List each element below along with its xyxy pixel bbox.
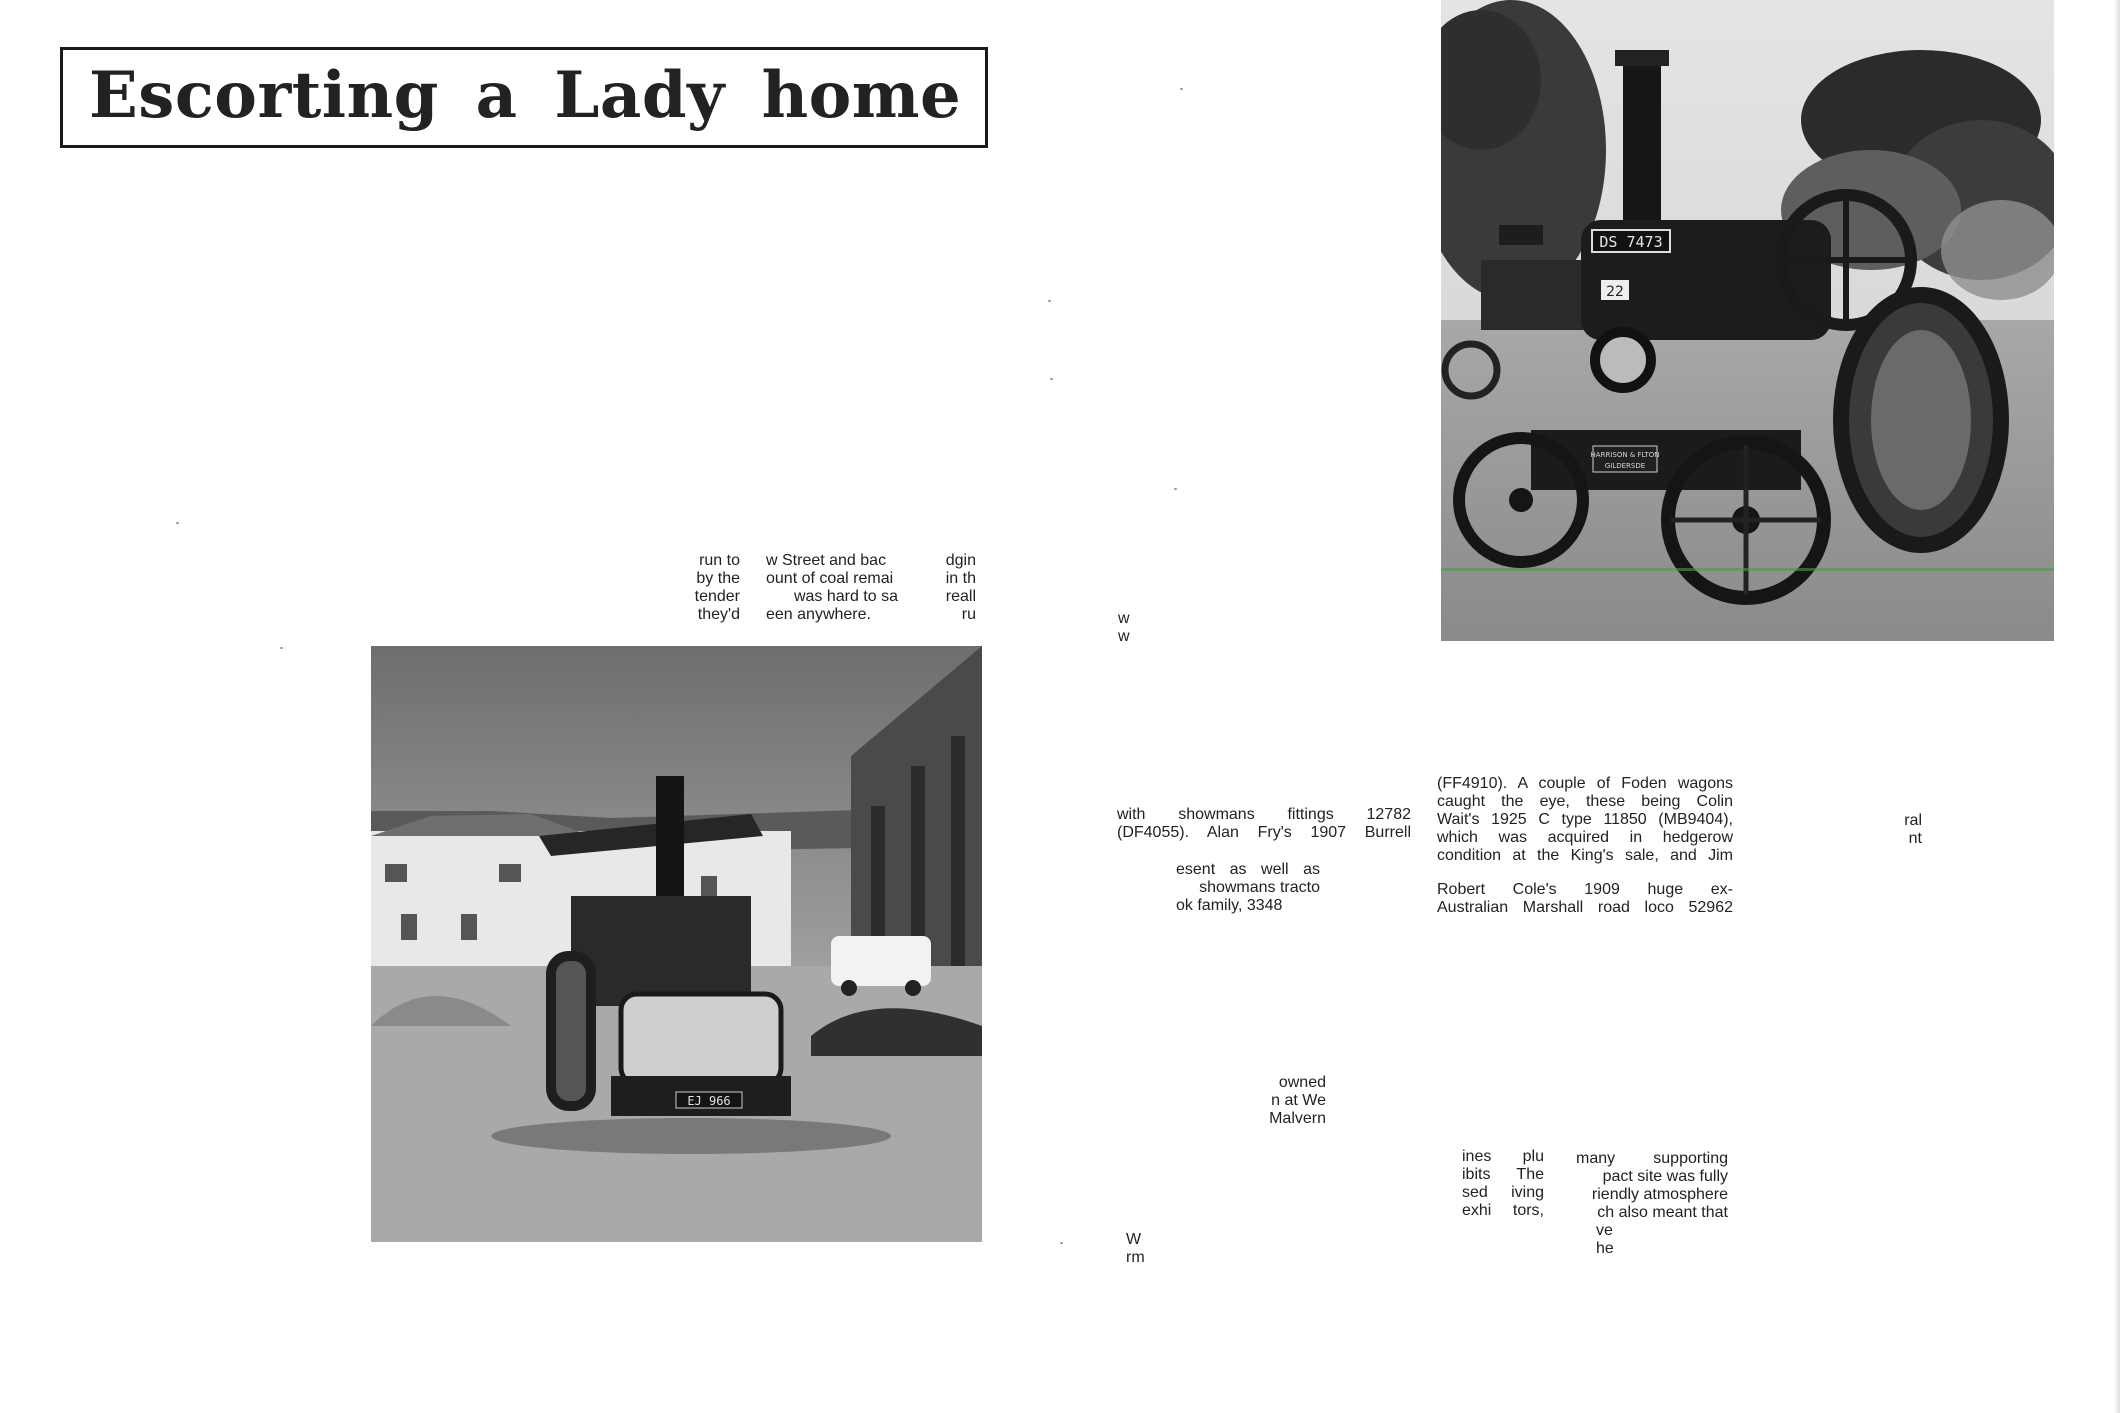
engine-number-plate: 22 xyxy=(1606,284,1624,300)
text-fragment-foden xyxy=(1437,775,1733,865)
text-fragment-many xyxy=(1576,1150,1728,1258)
text-line: with showmans fittings 12782 xyxy=(1117,806,1411,823)
text-line: exhi tors, xyxy=(1462,1202,1544,1219)
maker-plate-line2: GILDERSDE xyxy=(1604,462,1646,470)
traction-engine-illustration xyxy=(1441,0,2054,641)
text-line: pact site was fully xyxy=(1602,1168,1728,1185)
text-line: ibits The xyxy=(1462,1166,1544,1183)
text-line: run to xyxy=(699,552,740,569)
text-line: Australian Marshall road loco 52962 xyxy=(1437,899,1733,916)
text-line: dgin xyxy=(945,552,976,569)
text-line: they'd xyxy=(697,606,740,623)
text-line: was hard to sa xyxy=(793,588,898,605)
text-fragment-showmans xyxy=(1117,806,1411,842)
text-line: ch also meant that xyxy=(1597,1204,1728,1221)
text-fragment-col2 xyxy=(766,552,904,624)
text-line: (DF4055). Alan Fry's 1907 Burrell xyxy=(1117,824,1411,841)
text-line: w xyxy=(1118,610,1130,627)
engine-registration-plate: DS 7473 xyxy=(1599,233,1663,251)
text-line: nt xyxy=(1908,830,1922,847)
text-line: n at We xyxy=(1271,1092,1326,1109)
scan-speck xyxy=(1048,300,1051,302)
text-line: ines plu xyxy=(1462,1148,1544,1165)
text-line: een anywhere. xyxy=(766,606,871,623)
text-line: ru xyxy=(961,606,976,623)
text-line: owned xyxy=(1278,1074,1326,1091)
text-line: by the xyxy=(696,570,740,587)
text-fragment-col3 xyxy=(930,552,976,624)
text-line: esent as well as xyxy=(1176,861,1320,878)
text-line: showmans tracto xyxy=(1199,879,1320,896)
text-line: w xyxy=(1118,628,1130,645)
text-line: Robert Cole's 1909 huge ex- xyxy=(1437,881,1733,898)
text-line: in th xyxy=(945,570,976,587)
text-line: ral xyxy=(1904,812,1922,829)
text-line: Malvern xyxy=(1269,1110,1326,1127)
title-box xyxy=(60,47,988,148)
page-edge-shadow xyxy=(2114,0,2120,1413)
scan-speck xyxy=(176,522,179,524)
roller-registration-plate: EJ 966 xyxy=(687,1094,731,1108)
scan-speck xyxy=(280,647,283,649)
text-line: Wait's 1925 C type 11850 (MB9404), xyxy=(1437,811,1733,828)
text-line: tender xyxy=(694,588,740,605)
text-line: (FF4910). A couple of Foden wagons xyxy=(1437,775,1733,792)
text-fragment-ww xyxy=(1118,610,1138,646)
maker-plate-line1: HARRISON & FLTON xyxy=(1590,451,1660,459)
steam-roller-illustration xyxy=(371,646,982,1242)
scan-speck xyxy=(1174,488,1177,490)
scan-speck xyxy=(1180,88,1183,90)
text-fragment-esent xyxy=(1170,861,1320,915)
text-line: many supporting xyxy=(1576,1150,1728,1167)
text-line: rm xyxy=(1126,1249,1145,1266)
text-line: W xyxy=(1126,1231,1142,1248)
text-fragment-ines xyxy=(1462,1148,1544,1220)
text-line: condition at the King's sale, and Jim xyxy=(1437,847,1733,864)
text-line: ve xyxy=(1596,1222,1613,1239)
article-title: Escorting a Lady home xyxy=(89,58,962,133)
traction-engine-photo xyxy=(1441,0,2054,641)
text-line: w Street and bac xyxy=(766,552,887,569)
scan-speck xyxy=(1050,378,1053,380)
text-fragment-owned xyxy=(1240,1074,1326,1128)
text-fragment-col1 xyxy=(688,552,740,624)
text-line: ount of coal remai xyxy=(766,570,894,587)
text-line: sed iving xyxy=(1462,1184,1544,1201)
text-fragment-ral xyxy=(1890,812,1922,848)
text-line: he xyxy=(1596,1240,1614,1257)
steam-roller-photo xyxy=(371,646,982,1242)
text-line: reall xyxy=(945,588,976,605)
text-fragment-robert xyxy=(1437,881,1733,917)
text-line: ok family, 3348 xyxy=(1176,897,1283,914)
text-line: riendly atmosphere xyxy=(1591,1186,1728,1203)
text-fragment-wrm xyxy=(1126,1231,1156,1267)
scan-speck xyxy=(1060,1242,1063,1244)
text-line: which was acquired in hedgerow xyxy=(1437,829,1733,846)
text-line: caught the eye, these being Colin xyxy=(1437,793,1733,810)
